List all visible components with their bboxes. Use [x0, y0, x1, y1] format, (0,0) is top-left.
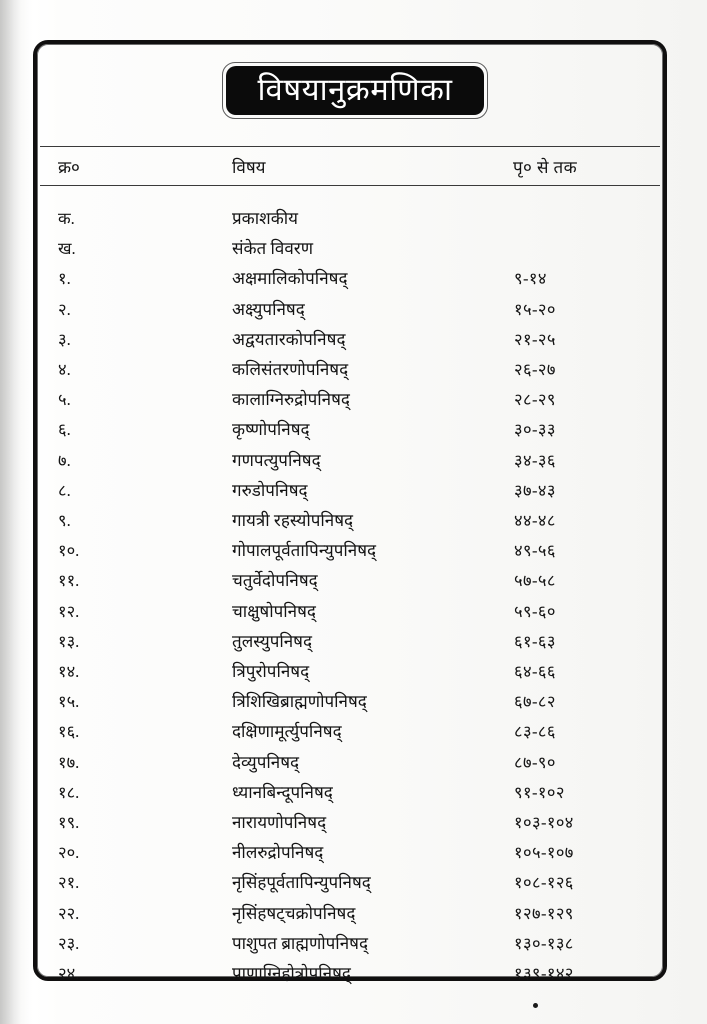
row-subject: गायत्री रहस्योपनिषद् [232, 511, 354, 530]
row-pages: १५-२० [514, 299, 556, 319]
title-plate-fill [226, 66, 484, 115]
row-pages: १२७-१२९ [514, 903, 574, 923]
row-number: १३. [58, 631, 80, 651]
row-number: ६. [58, 420, 71, 440]
table-row [40, 870, 660, 900]
table-row [40, 266, 660, 296]
row-number: १५. [58, 692, 80, 712]
row-number: २१. [58, 873, 80, 893]
row-number: २०. [58, 843, 80, 863]
row-subject: देव्युपनिषद् [232, 752, 300, 772]
row-subject: कृष्णोपनिषद् [232, 420, 310, 440]
table-row [40, 236, 660, 266]
row-subject: गरुडोपनिषद् [232, 480, 308, 500]
row-subject: नारायणोपनिषद् [232, 813, 327, 832]
row-subject: ध्यानबिन्दूपनिषद् [232, 782, 333, 802]
row-number: १६. [58, 722, 80, 742]
column-header-number: क्र० [58, 158, 80, 177]
column-header-subject: विषय [232, 158, 266, 177]
row-number: ११. [58, 571, 80, 591]
row-number: ३. [58, 329, 71, 349]
row-number: २४. [58, 964, 80, 983]
table-header-rule-top [40, 146, 660, 147]
footer-dot-ornament [533, 1003, 538, 1008]
row-number: २. [58, 299, 71, 319]
table-row [40, 599, 660, 629]
column-header-pages: पृ० से तक [513, 158, 578, 177]
row-number: १७. [58, 752, 80, 772]
row-pages: ५९-६० [514, 601, 556, 621]
row-number: ख. [58, 239, 76, 259]
row-subject: नृसिंहषट्चक्रोपनिषद् [232, 903, 356, 923]
table-row [40, 538, 660, 568]
row-pages: ६१-६३ [514, 631, 556, 651]
row-subject: तुलस्युपनिषद् [232, 631, 313, 651]
table-row [40, 961, 660, 991]
row-subject: अक्ष्युपनिषद् [232, 299, 305, 319]
row-subject: पाशुपत ब्राह्मणोपनिषद् [232, 933, 368, 953]
row-pages: ९१-१०२ [514, 782, 565, 802]
page-title: विषयानुक्रमणिका [257, 72, 453, 107]
row-number: ९. [58, 511, 71, 530]
table-header-rule-bottom [40, 185, 660, 186]
row-number: क. [58, 209, 75, 228]
row-pages: ८३-८६ [514, 722, 556, 742]
row-number: १४. [58, 662, 80, 681]
row-number: १०. [58, 541, 80, 561]
row-pages: ३४-३६ [514, 450, 556, 470]
table-row [40, 840, 660, 870]
row-subject: कालाग्निरुद्रोपनिषद् [232, 390, 350, 410]
table-row [40, 901, 660, 931]
table-row [40, 689, 660, 719]
row-number: १९. [58, 813, 80, 832]
row-subject: त्रिपुरोपनिषद् [232, 662, 310, 681]
row-number: १२. [58, 601, 80, 621]
row-pages: ६४-६६ [514, 662, 556, 681]
title-plate [222, 62, 488, 119]
row-number: ४. [58, 360, 71, 379]
row-pages: २१-२५ [514, 329, 556, 349]
row-subject: चाक्षुषोपनिषद् [232, 601, 316, 621]
row-subject: चतुर्वेदोपनिषद् [232, 571, 318, 591]
row-subject: दक्षिणामूर्त्युपनिषद् [232, 722, 342, 742]
row-subject: प्रकाशकीय [232, 209, 299, 228]
table-row [40, 931, 660, 961]
row-pages: १०३-१०४ [514, 813, 574, 832]
table-row [40, 357, 660, 387]
row-pages: २६-२७ [514, 360, 556, 379]
table-row [40, 719, 660, 749]
row-pages: ३७-४३ [514, 480, 556, 500]
table-row [40, 327, 660, 357]
row-subject: अद्वयतारकोपनिषद् [232, 329, 346, 349]
row-pages: १०५-१०७ [514, 843, 574, 863]
row-subject: नीलरुद्रोपनिषद् [232, 843, 324, 863]
row-pages: ३०-३३ [514, 420, 556, 440]
row-subject: कलिसंतरणोपनिषद् [232, 360, 349, 379]
row-number: ५. [58, 390, 71, 410]
table-row [40, 659, 660, 689]
table-row [40, 478, 660, 508]
table-header-row [40, 155, 660, 185]
row-pages: १३९-१४२ [514, 964, 574, 983]
row-pages: १३०-१३८ [514, 933, 574, 953]
row-subject: गणपत्युपनिषद् [232, 450, 321, 470]
row-number: २२. [58, 903, 80, 923]
row-subject: नृसिंहपूर्वतापिन्युपनिषद् [232, 873, 371, 893]
row-number: ८. [58, 480, 71, 500]
row-pages: २८-२९ [514, 390, 556, 410]
table-row [40, 448, 660, 478]
table-row [40, 508, 660, 538]
row-subject: त्रिशिखिब्राह्मणोपनिषद् [232, 692, 367, 712]
table-row [40, 750, 660, 780]
row-pages: ८७-९० [514, 752, 556, 772]
row-pages: ६७-८२ [514, 692, 556, 712]
table-row [40, 297, 660, 327]
table-row [40, 810, 660, 840]
table-row [40, 629, 660, 659]
table-row [40, 387, 660, 417]
row-pages: ४४-४८ [514, 511, 556, 530]
table-row [40, 568, 660, 598]
row-subject: गोपालपूर्वतापिन्युपनिषद् [232, 541, 377, 561]
row-pages: ५७-५८ [514, 571, 556, 591]
row-subject: प्राणाग्निहोत्रोपनिषद् [232, 964, 351, 983]
row-number: २३. [58, 933, 80, 953]
table-row [40, 206, 660, 236]
row-pages: १०८-१२६ [514, 873, 574, 893]
table-row [40, 417, 660, 447]
row-number: १८. [58, 782, 80, 802]
row-number: १. [58, 269, 71, 289]
row-pages: ४९-५६ [514, 541, 556, 561]
row-subject: संकेत विवरण [232, 239, 314, 259]
row-number: ७. [58, 450, 71, 470]
table-row [40, 780, 660, 810]
row-pages: ९-१४ [514, 269, 547, 289]
row-subject: अक्षमालिकोपनिषद् [232, 269, 348, 289]
